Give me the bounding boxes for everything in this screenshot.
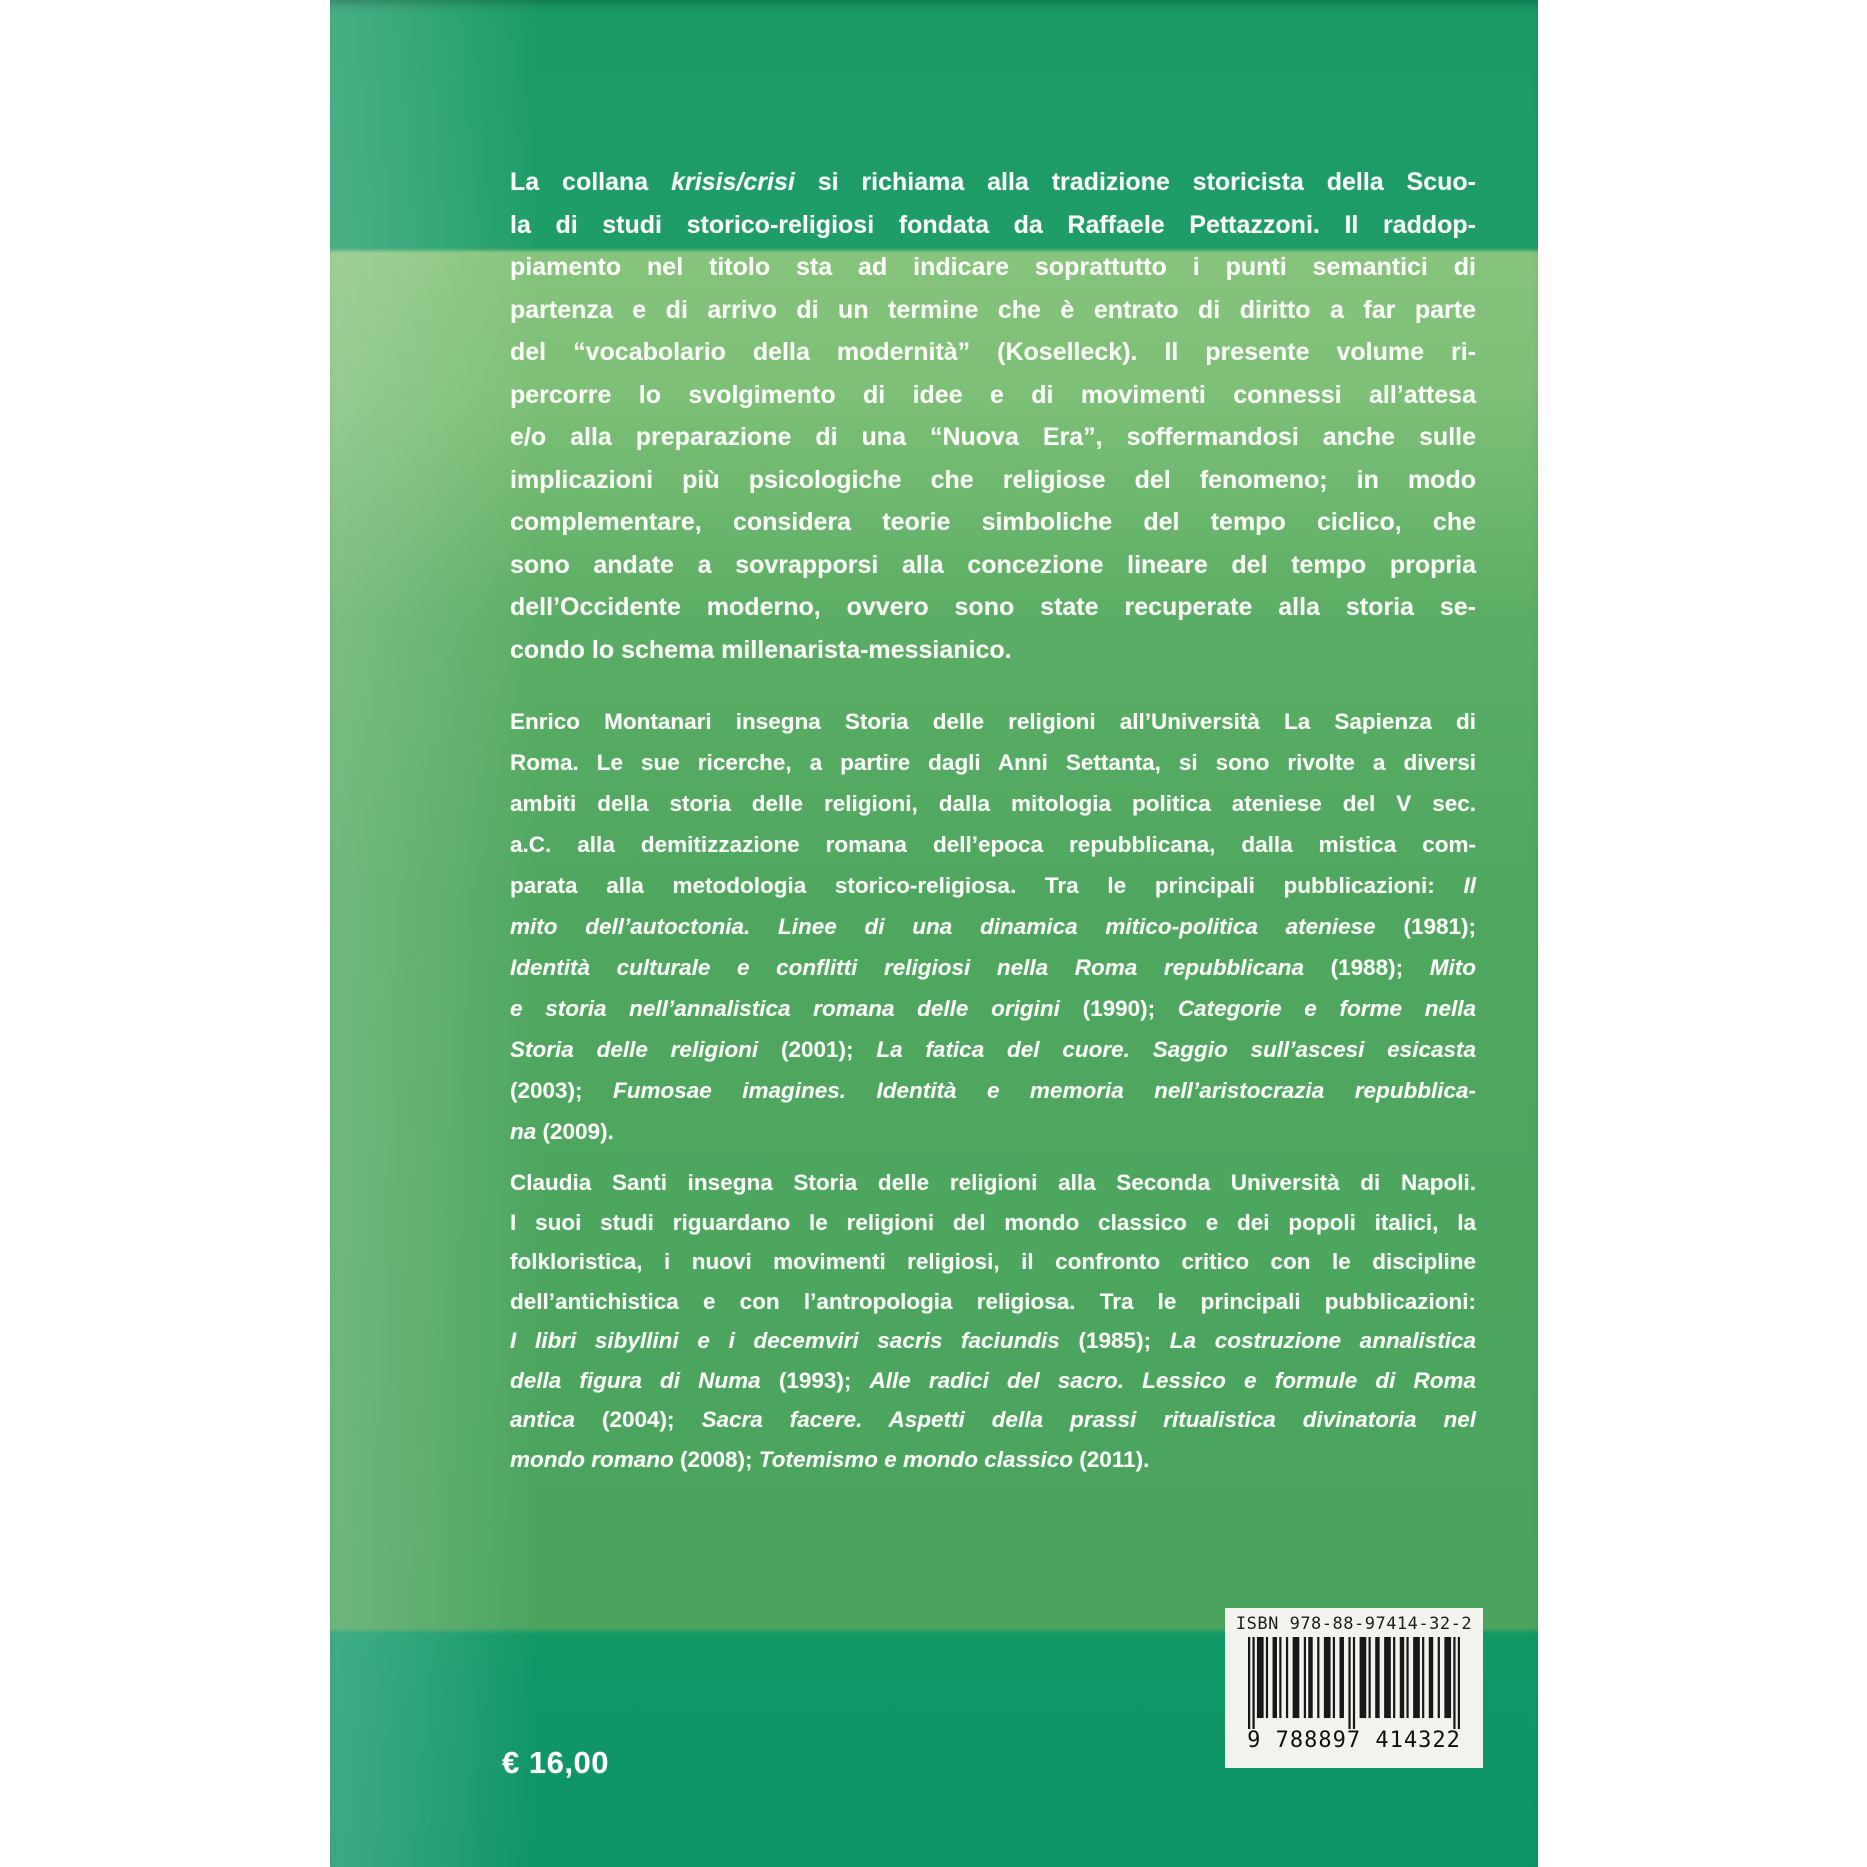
text-line: I suoi studi riguardano le religioni del mondo classico e dei popoli italici, la	[510, 1209, 1476, 1235]
price-label: € 16,00	[502, 1745, 609, 1780]
text-line: Claudia Santi insegna Storia delle religioni alla Seconda Università di Napoli.	[510, 1170, 1476, 1195]
text-line: sono andate a sovrapporsi alla concezione lineare del tempo propria	[510, 550, 1476, 579]
text-line: parata alla metodologia storico-religiosa. Tra le principali pubblicazioni: Il	[510, 873, 1476, 898]
text-line: a.C. alla demitizzazione romana dell’epoca repubblicana, dalla mistica com-	[510, 832, 1476, 857]
text-line: condo lo schema millenarista-messianico.	[510, 635, 1012, 664]
text-line: e storia nell’annalistica romana delle origini (1990); Categorie e forme nella	[510, 996, 1476, 1021]
text-line: antica (2004); Sacra facere. Aspetti della prassi ritualistica divinatoria nel	[510, 1407, 1476, 1432]
text-line: (2003); Fumosae imagines. Identità e memoria nell’aristocrazia repubblica-	[510, 1078, 1476, 1103]
author-bio-montanari-paragraph	[510, 701, 1476, 1152]
barcode-digits: 9 788897 414322	[1247, 1728, 1461, 1753]
text-line: e/o alla preparazione di una “Nuova Era”, soffermandosi anche sulle	[510, 423, 1476, 451]
text-line: Storia delle religioni (2001); La fatica del cuore. Saggio sull’ascesi esicasta	[510, 1037, 1476, 1062]
text-line: complementare, considera teorie simboliche del tempo ciclico, che	[510, 508, 1476, 536]
text-line: na (2009).	[510, 1119, 614, 1144]
text-line: Roma. Le sue ricerche, a partire dagli Anni Settanta, si sono rivolte a diversi	[510, 750, 1476, 775]
text-line: la di studi storico-religiosi fondata da Raffaele Pettazzoni. Il raddop-	[510, 210, 1476, 239]
text-line: percorre lo svolgimento di idee e di movimenti connessi all’attesa	[510, 380, 1476, 409]
text-line: partenza e di arrivo di un termine che è entrato di diritto a far parte	[510, 295, 1476, 324]
barcode-box	[1225, 1608, 1483, 1768]
text-line: Identità culturale e conflitti religiosi nella Roma repubblicana (1988); Mito	[510, 955, 1476, 980]
text-line: I libri sibyllini e i decemviri sacris faciundis (1985); La costruzione annalistica	[510, 1328, 1476, 1353]
text-line: implicazioni più psicologiche che religiose del fenomeno; in modo	[510, 465, 1476, 494]
text-line: dell’antichistica e con l’antropologia religiosa. Tra le principali pubblicazioni:	[510, 1288, 1476, 1314]
text-line: dell’Occidente moderno, ovvero sono state recuperate alla storia se-	[510, 593, 1476, 621]
isbn-label: ISBN 978-88-97414-32-2	[1235, 1614, 1473, 1634]
text-line: La collana krisis/crisi si richiama alla tradizione storicista della Scuo-	[510, 168, 1476, 196]
text-line: folkloristica, i nuovi movimenti religiosi, il confronto critico con le discipline	[510, 1249, 1476, 1274]
text-line: della figura di Numa (1993); Alle radici del sacro. Lessico e formule di Roma	[510, 1367, 1476, 1393]
text-line: del “vocabolario della modernità” (Koselleck). Il presente volume ri-	[510, 338, 1476, 366]
text-line: ambiti della storia delle religioni, dalla mitologia politica ateniese del V sec.	[510, 791, 1476, 816]
text-line: Enrico Montanari insegna Storia delle religioni all’Università La Sapienza di	[510, 709, 1476, 734]
text-line: mondo romano (2008); Totemismo e mondo classico (2011).	[510, 1446, 1150, 1472]
text-line: mito dell’autoctonia. Linee di una dinamica mitico-politica ateniese (1981);	[510, 914, 1476, 939]
barcode-bars-icon	[1248, 1637, 1460, 1729]
book-back-cover	[330, 0, 1538, 1867]
author-bio-santi-paragraph	[510, 1163, 1476, 1479]
text-line: piamento nel titolo sta ad indicare soprattutto i punti semantici di	[510, 253, 1476, 281]
series-blurb-paragraph	[510, 161, 1476, 671]
